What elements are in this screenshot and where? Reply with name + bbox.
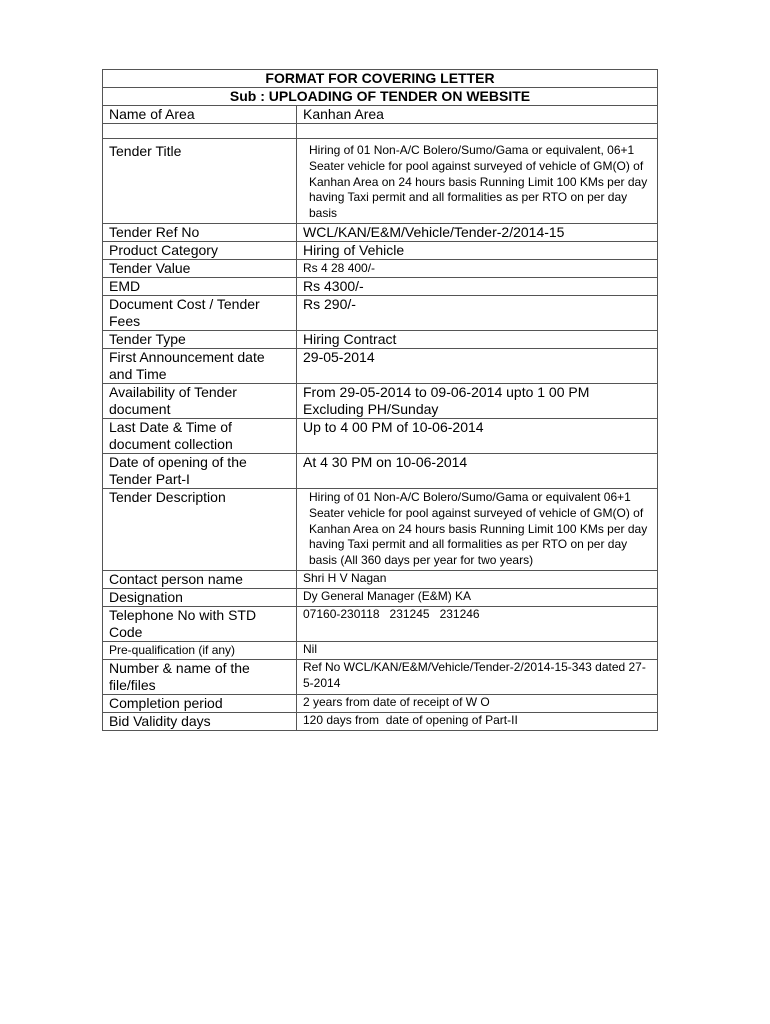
row-label-tender-title: Tender Title: [103, 139, 297, 224]
row-value-file-names: Ref No WCL/KAN/E&M/Vehicle/Tender-2/2014-15-343 dated 27-5-2014: [297, 659, 658, 694]
table-row: [103, 488, 658, 570]
blank-cell: [297, 124, 658, 139]
table-row: [103, 606, 658, 641]
row-value-document-cost: Rs 290/-: [297, 295, 658, 330]
row-label-tender-type: Tender Type: [103, 330, 297, 348]
row-label-last-date: Last Date & Time of document collection: [103, 418, 297, 453]
tender-details-table: [102, 69, 658, 731]
row-value-availability: From 29-05-2014 to 09-06-2014 upto 1 00 PM Excluding PH/Sunday: [297, 383, 658, 418]
row-value-tender-title: Hiring of 01 Non-A/C Bolero/Sumo/Gama or equivalent, 06+1 Seater vehicle for pool against surveyed of vehicle of GM(O) of Kanhan Area on 24 hours basis Running Limit 100 KMs per day having Taxi permit and all formalities as per RTO on per day basis: [297, 139, 658, 224]
row-label-product-category: Product Category: [103, 241, 297, 259]
row-value-date-of-opening: At 4 30 PM on 10-06-2014: [297, 453, 658, 488]
row-label-tender-description: Tender Description: [103, 488, 297, 570]
row-value-telephone: 07160-230118 231245 231246: [297, 606, 658, 641]
table-row: [103, 348, 658, 383]
row-value-emd: Rs 4300/-: [297, 277, 658, 295]
table-row: [103, 106, 658, 124]
blank-cell: [103, 124, 297, 139]
table-row: [103, 139, 658, 224]
table-row: [103, 259, 658, 277]
table-row: [103, 241, 658, 259]
table-row: [103, 330, 658, 348]
row-value-contact-person: Shri H V Nagan: [297, 570, 658, 588]
row-value-bid-validity: 120 days from date of opening of Part-II: [297, 712, 658, 730]
row-label-pre-qualification: Pre-qualification (if any): [103, 641, 297, 659]
table-row: [103, 453, 658, 488]
table-row: [103, 588, 658, 606]
row-label-file-names: Number & name of the file/files: [103, 659, 297, 694]
document-title: FORMAT FOR COVERING LETTER: [103, 70, 658, 88]
row-label-designation: Designation: [103, 588, 297, 606]
row-value-last-date: Up to 4 00 PM of 10-06-2014: [297, 418, 658, 453]
row-label-telephone: Telephone No with STD Code: [103, 606, 297, 641]
row-value-completion-period: 2 years from date of receipt of W O: [297, 694, 658, 712]
row-label-tender-ref-no: Tender Ref No: [103, 223, 297, 241]
row-value-tender-value: Rs 4 28 400/-: [297, 259, 658, 277]
row-label-first-announcement: First Announcement date and Time: [103, 348, 297, 383]
row-label-name-of-area: Name of Area: [103, 106, 297, 124]
table-row: [103, 418, 658, 453]
row-value-first-announcement: 29-05-2014: [297, 348, 658, 383]
table-row: [103, 659, 658, 694]
row-label-completion-period: Completion period: [103, 694, 297, 712]
row-value-tender-description: Hiring of 01 Non-A/C Bolero/Sumo/Gama or equivalent 06+1 Seater vehicle for pool against surveyed of vehicle of GM(O) of Kanhan Area on 24 hours basis Running Limit 100 KMs per day having Taxi permit and all formalities as per RTO on per day basis (All 360 days per year for two years): [297, 488, 658, 570]
row-value-tender-ref-no: WCL/KAN/E&M/Vehicle/Tender-2/2014-15: [297, 223, 658, 241]
row-label-date-of-opening: Date of opening of the Tender Part-I: [103, 453, 297, 488]
table-row: [103, 570, 658, 588]
table-row: [103, 383, 658, 418]
subtitle-row: [103, 88, 658, 106]
row-value-name-of-area: Kanhan Area: [297, 106, 658, 124]
row-value-pre-qualification: Nil: [297, 641, 658, 659]
row-value-tender-type: Hiring Contract: [297, 330, 658, 348]
table-row: [103, 641, 658, 659]
table-row: [103, 712, 658, 730]
table-row: [103, 295, 658, 330]
row-label-contact-person: Contact person name: [103, 570, 297, 588]
row-label-bid-validity: Bid Validity days: [103, 712, 297, 730]
table-row: [103, 277, 658, 295]
covering-letter: [102, 69, 657, 731]
document-subtitle: Sub : UPLOADING OF TENDER ON WEBSITE: [103, 88, 658, 106]
title-row: [103, 70, 658, 88]
row-label-availability: Availability of Tender document: [103, 383, 297, 418]
table-row: [103, 223, 658, 241]
row-value-designation: Dy General Manager (E&M) KA: [297, 588, 658, 606]
row-label-emd: EMD: [103, 277, 297, 295]
blank-row: [103, 124, 658, 139]
row-value-product-category: Hiring of Vehicle: [297, 241, 658, 259]
table-row: [103, 694, 658, 712]
row-label-document-cost: Document Cost / Tender Fees: [103, 295, 297, 330]
row-label-tender-value: Tender Value: [103, 259, 297, 277]
